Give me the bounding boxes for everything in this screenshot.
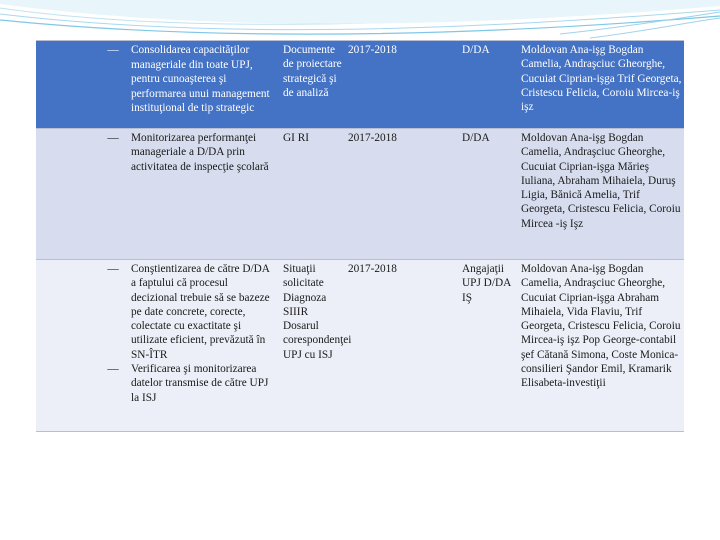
documents-cell bbox=[279, 129, 344, 260]
row-gutter bbox=[36, 129, 98, 260]
documents-cell bbox=[279, 260, 352, 432]
bullet-dash-text: — bbox=[107, 132, 119, 144]
plan-table bbox=[36, 40, 684, 432]
documents-text: Situaţii solicitate Diagnoza SIIIR Dosarul corespondenţei UPJ cu ISJ bbox=[283, 263, 352, 361]
period-cell bbox=[344, 41, 414, 129]
activity-cell bbox=[128, 260, 279, 432]
bullet-spacer bbox=[98, 276, 128, 362]
partners-cell bbox=[518, 41, 684, 129]
responsible-text: D/DA bbox=[462, 44, 490, 56]
partners-text: Moldovan Ana-işg Bogdan Camelia, Andraşciuc Gheorghe, Cucuiat Ciprian-işga Trif Georgeta, Cristescu Felicia, Coroiu Mircea-iş işz bbox=[521, 44, 682, 114]
table-row bbox=[36, 260, 684, 432]
activity-text: Verificarea şi monitorizarea datelor transmise de către UPJ la ISJ bbox=[131, 363, 269, 404]
responsible-text: Angajaţii UPJ D/DA IŞ bbox=[462, 263, 511, 304]
empty-cell bbox=[414, 41, 458, 129]
bullet-dash-text: — bbox=[107, 363, 119, 376]
period-text: 2017-2018 bbox=[348, 263, 397, 275]
partners-cell bbox=[518, 129, 684, 260]
period-cell bbox=[344, 260, 414, 432]
activity-cell bbox=[128, 41, 279, 129]
documents-text: GI RI bbox=[283, 132, 310, 144]
responsible-cell bbox=[458, 129, 518, 260]
row-gutter bbox=[36, 260, 98, 432]
partners-text: Moldovan Ana-işg Bogdan Camelia, Andraşciuc Gheorghe, Cucuiat Ciprian-işga Mărieş Iuliana, Abraham Mihaiela, Duruş Ligia, Bănică Amelia, Trif Georgeta, Cristescu Felicia, Coroiu Mircea -iş Işz bbox=[521, 132, 681, 230]
table-row bbox=[36, 41, 684, 129]
empty-cell bbox=[414, 129, 458, 260]
activity-text: Conştientizarea de către D/DA a faptului că procesul decizional trebuie să se bazeze pe date concrete, corecte, colectate cu exactitate şi utilizate eficient, prevăzută în SN-ÎTR bbox=[131, 263, 270, 361]
empty-cell bbox=[414, 260, 458, 432]
activity-cell bbox=[128, 129, 279, 260]
partners-cell bbox=[518, 260, 684, 432]
activity-text: Consolidarea capacităţilor manageriale din toate UPJ, pentru cunoaşterea şi performarea unui management instituţional de tip strategic bbox=[131, 44, 270, 115]
bullet-column bbox=[98, 260, 128, 432]
bullet-dash-text: — bbox=[107, 263, 119, 275]
bullet-dash-text: — bbox=[107, 44, 119, 56]
period-text: 2017-2018 bbox=[348, 44, 397, 56]
bullet-dash bbox=[98, 41, 128, 129]
period-cell bbox=[344, 129, 414, 260]
documents-cell bbox=[279, 41, 344, 129]
responsible-cell bbox=[458, 41, 518, 129]
activity-text: Monitorizarea performanţei manageriale a D/DA prin activitatea de inspecţie şcolară bbox=[131, 132, 269, 173]
table-row bbox=[36, 129, 684, 260]
documents-text: Documente de proiectare strategică şi de analiză bbox=[283, 44, 342, 99]
row-gutter bbox=[36, 41, 98, 129]
responsible-cell bbox=[458, 260, 518, 432]
partners-text: Moldovan Ana-işg Bogdan Camelia, Andraşciuc Gheorghe, Cucuiat Ciprian-işga Abraham Mihaiela, Vida Flaviu, Trif Georgeta, Cristescu Felicia, Coroiu Mircea-iş işz Pop George-contabil şef Cătană Simona, Coste Monica-consilieri Şandor Emil, Kramarik Elisabeta-investiţii bbox=[521, 263, 681, 390]
period-text: 2017-2018 bbox=[348, 132, 397, 144]
responsible-text: D/DA bbox=[462, 132, 490, 144]
bullet-dash bbox=[98, 129, 128, 260]
